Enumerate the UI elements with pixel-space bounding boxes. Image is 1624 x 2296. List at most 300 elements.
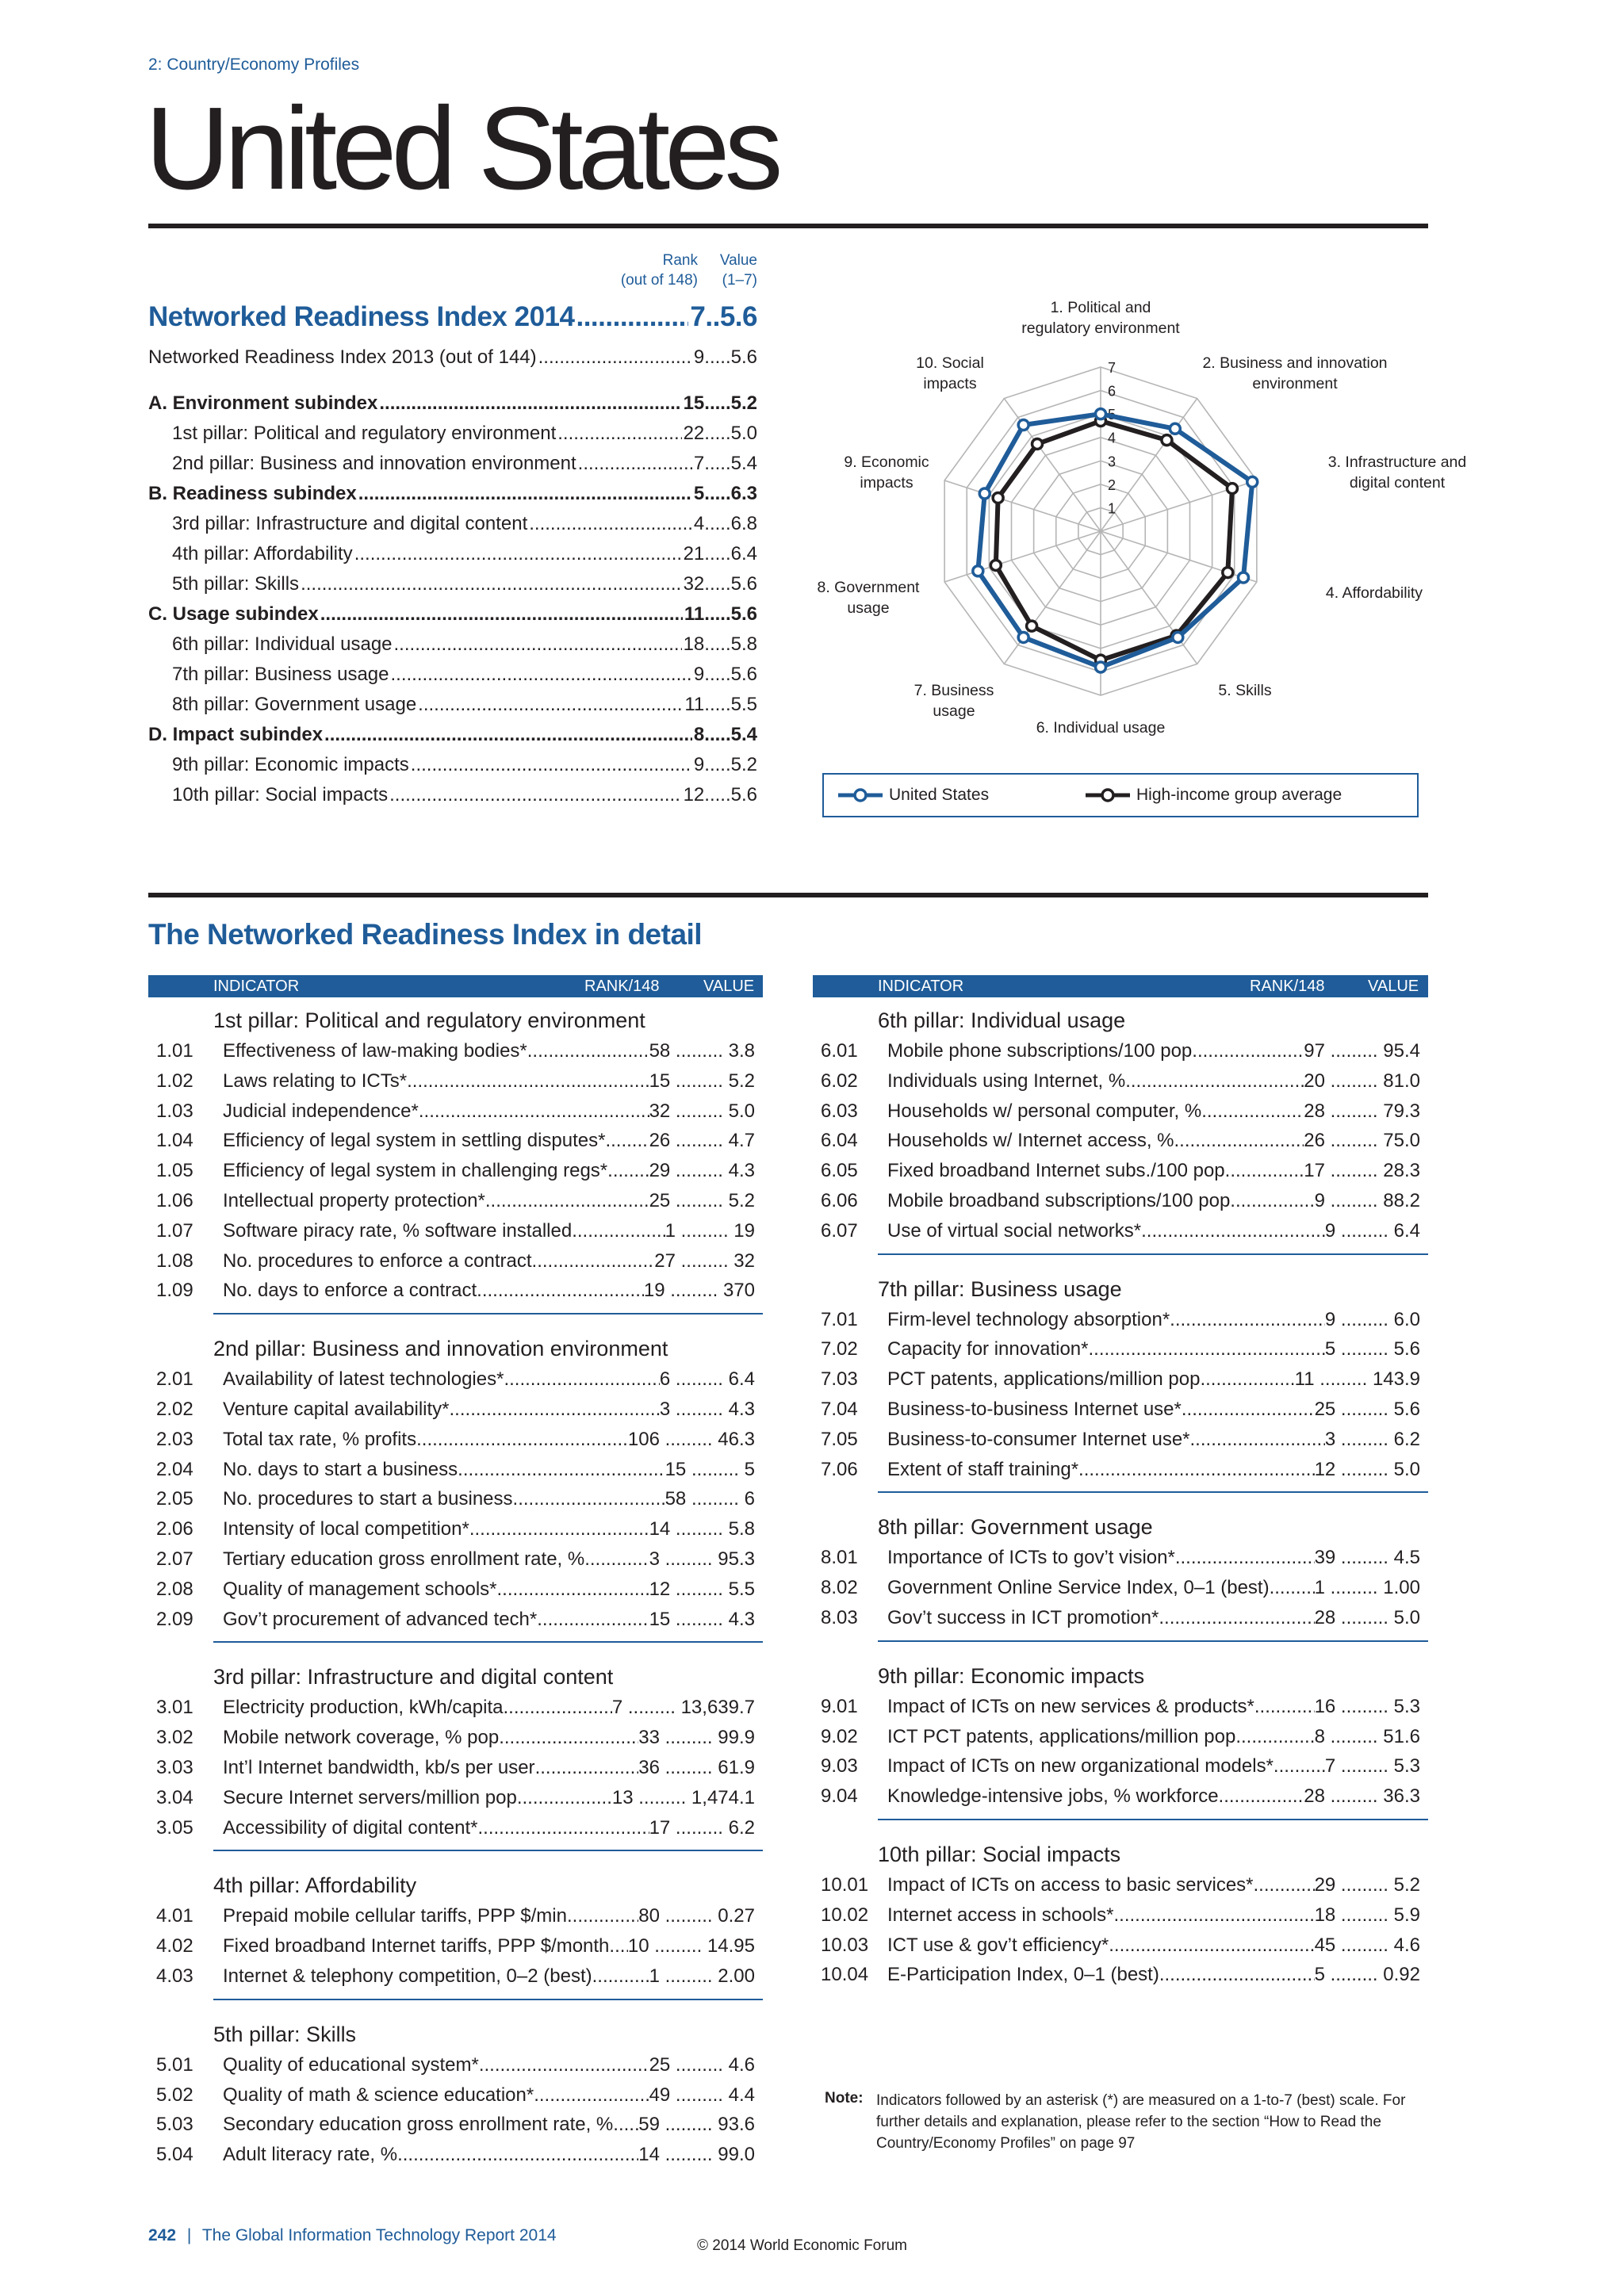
summary-row: [148, 664, 757, 694]
indicator-value: 0.92: [1383, 1964, 1420, 1986]
indicator-label: Internet access in schools*: [887, 1904, 1114, 1926]
indicator-rank: 19: [643, 1280, 665, 1302]
indicator-code: 5.02: [156, 2084, 193, 2106]
indicator-row: 2.09 Gov’t procurement of advanced tech* ..... 15 ......... 4.3: [156, 1609, 755, 1637]
summary-row: [148, 694, 757, 724]
indicator-code: 1.01: [156, 1040, 193, 1062]
indicator-rank: 7: [1324, 1755, 1336, 1777]
indicator-rank: 12: [649, 1578, 671, 1600]
indicator-code: 1.07: [156, 1219, 193, 1242]
indicator-label: Business-to-business Internet use*: [887, 1399, 1182, 1420]
note-label: Note:: [825, 2090, 864, 2107]
pillar-title: 9th pillar: Economic impacts: [878, 1663, 1145, 1688]
radar-point: [1170, 423, 1180, 434]
summary-rank: 5: [693, 483, 705, 504]
indicator-code: 5.04: [156, 2144, 193, 2166]
indicator-code: 2.07: [156, 1548, 193, 1570]
summary-value: 6.8: [730, 513, 757, 534]
pillar-divider: [213, 1999, 763, 2000]
summary-rank: 4: [693, 513, 705, 534]
indicator-rank: 25: [1314, 1399, 1336, 1420]
summary-row: [148, 754, 757, 784]
summary-label: 2nd pillar: Business and innovation environment: [172, 453, 576, 474]
indicator-label: Adult literacy rate, %: [223, 2144, 398, 2166]
indicator-code: 1.06: [156, 1190, 193, 1211]
summary-row: [148, 392, 757, 423]
indicator-rank: 17: [649, 1816, 671, 1839]
indicator-label: Quality of math & science education*: [223, 2084, 534, 2106]
radar-axis-label-line: usage: [847, 599, 890, 617]
radar-point: [1238, 572, 1248, 583]
legend-item-high-income: [1086, 786, 1342, 805]
indicator-rank: 7: [611, 1697, 623, 1719]
breadcrumb: 2: Country/Economy Profiles: [148, 55, 360, 74]
summary-rank: 21: [683, 543, 705, 564]
rank-header: [603, 251, 698, 290]
indicator-label: Mobile phone subscriptions/100 pop.: [887, 1040, 1197, 1062]
section-rule: [148, 893, 1428, 897]
radar-axis-label: [982, 297, 1220, 339]
indicator-row: 1.01 Effectiveness of law-making bodies* ..... 58 ......... 3.8: [156, 1040, 755, 1069]
summary-rank: 9: [693, 346, 705, 368]
table-header-indicator: INDICATOR: [878, 978, 964, 995]
indicator-label: Impact of ICTs on new organizational models*: [887, 1755, 1274, 1777]
indicator-value: 4.3: [728, 1608, 755, 1630]
indicator-label: Tertiary education gross enrollment rate, %: [223, 1548, 585, 1570]
indicator-row: 4.03 Internet & telephony competition, 0–2 (best) ..... 1 ......... 2.00: [156, 1965, 755, 1994]
indicator-label: Intensity of local competition*: [223, 1518, 469, 1540]
radar-axis-label: [1176, 353, 1414, 394]
indicator-row: 3.04 Secure Internet servers/million pop. ..... 13 ......... 1,474.1: [156, 1787, 755, 1816]
summary-row: [148, 633, 757, 664]
indicator-rank: 12: [1314, 1458, 1336, 1480]
indicator-row: 4.02 Fixed broadband Internet tariffs, PPP $/month ..... 10 ......... 14.95: [156, 1935, 755, 1964]
indicator-row: 6.03 Households w/ personal computer, % ..... 28 ......... 79.3: [821, 1100, 1420, 1129]
indicator-rank: 1: [665, 1219, 676, 1242]
indicator-code: 9.04: [821, 1785, 858, 1808]
indicator-row: 10.04 E-Participation Index, 0–1 (best) ..... 5 ......... 0.92: [821, 1964, 1420, 1992]
indicator-row: 2.08 Quality of management schools* ..... 12 ......... 5.5: [156, 1578, 755, 1607]
indicator-value: 99.9: [718, 1727, 755, 1749]
legend-marker-high-income: [1086, 787, 1130, 803]
indicator-rank: 28: [1304, 1100, 1325, 1122]
summary-value: 5.6: [730, 664, 757, 685]
indicator-code: 1.08: [156, 1249, 193, 1272]
summary-row: [148, 724, 757, 754]
radar-series-line: [978, 414, 1252, 667]
indicator-row: 1.04 Efficiency of legal system in settling disputes* ..... 26 ......... 4.7: [156, 1130, 755, 1158]
indicator-value: 5.2: [728, 1070, 755, 1092]
chart-legend: [822, 773, 1419, 817]
indicator-rank: 26: [649, 1130, 671, 1152]
indicator-code: 6.07: [821, 1219, 858, 1242]
indicator-rank: 106: [627, 1428, 660, 1450]
indicator-rank: 27: [654, 1249, 676, 1272]
legend-label-us: United States: [889, 786, 990, 804]
indicator-row: 7.01 Firm-level technology absorption* ..... 9 ......... 6.0: [821, 1309, 1420, 1337]
radar-point: [993, 492, 1003, 503]
indicator-value: 19: [733, 1219, 755, 1242]
indicator-code: 10.03: [821, 1934, 869, 1956]
indicator-rank: 49: [649, 2084, 671, 2106]
indicator-value: 1.00: [1383, 1577, 1420, 1599]
indicator-value: 61.9: [718, 1757, 755, 1778]
pillar-title: 10th pillar: Social impacts: [878, 1843, 1121, 1866]
indicator-value: 5.2: [1393, 1874, 1420, 1896]
indicator-code: 7.05: [821, 1428, 858, 1450]
indicator-code: 10.04: [821, 1964, 869, 1986]
summary-value: 5.6: [730, 346, 757, 368]
indicator-value: 13,639.7: [680, 1697, 755, 1719]
indicator-rank: 45: [1314, 1934, 1336, 1956]
indicator-value: 4.3: [728, 1399, 755, 1420]
rank-header-line2: (out of 148): [620, 272, 698, 289]
indicator-row: 9.01 Impact of ICTs on new services & products* ..... 16 ......... 5.3: [821, 1696, 1420, 1724]
summary-row: [148, 453, 757, 483]
indicator-label: PCT patents, applications/million pop.: [887, 1368, 1206, 1391]
indicator-label: ICT PCT patents, applications/million pop.: [887, 1725, 1242, 1747]
radar-point: [973, 566, 983, 576]
radar-axis-label: [768, 452, 1005, 493]
indicator-code: 1.05: [156, 1160, 193, 1182]
indicator-value: 36.3: [1383, 1785, 1420, 1808]
radar-point: [1096, 409, 1106, 419]
indicator-row: 7.02 Capacity for innovation* ..... 5 ......... 5.6: [821, 1338, 1420, 1367]
indicator-value: 4.6: [728, 2053, 755, 2076]
radar-point: [1162, 435, 1172, 446]
radar-scale-tick: 5: [1108, 407, 1116, 423]
pillar-divider: [213, 1313, 763, 1314]
radar-spoke: [944, 531, 1101, 582]
summary-label: Networked Readiness Index 2013 (out of 144): [148, 346, 537, 368]
indicator-row: 4.01 Prepaid mobile cellular tariffs, PPP $/min. ..... 80 ......... 0.27: [156, 1905, 755, 1934]
indicator-code: 2.03: [156, 1428, 193, 1450]
indicator-value: 5.0: [728, 1100, 755, 1122]
indicator-code: 3.04: [156, 1786, 193, 1808]
indicator-rank: 11: [1294, 1368, 1315, 1391]
summary-label: A. Environment subindex: [148, 392, 378, 414]
indicator-code: 4.03: [156, 1965, 193, 1987]
indicator-value: 51.6: [1383, 1725, 1420, 1747]
indicator-value: 6: [744, 1488, 755, 1510]
indicator-rank: 29: [649, 1160, 671, 1182]
indicator-rank: 14: [649, 1518, 671, 1540]
indicator-label: ICT use & gov’t efficiency*: [887, 1934, 1109, 1956]
indicator-value: 2.00: [718, 1965, 755, 1987]
radar-axis-label-line: 3. Infrastructure and: [1327, 453, 1467, 471]
radar-axis-label-line: impacts: [923, 375, 977, 392]
radar-scale-tick: 3: [1108, 453, 1116, 470]
indicator-row: 5.01 Quality of educational system* ..... 25 ......... 4.6: [156, 2054, 755, 2083]
indicator-code: 7.03: [821, 1368, 858, 1391]
indicator-code: 3.01: [156, 1697, 193, 1719]
pillar-title: 7th pillar: Business usage: [878, 1276, 1122, 1301]
indicator-code: 7.02: [821, 1338, 858, 1360]
indicator-row: 2.01 Availability of latest technologies* ..... 6 ......... 6.4: [156, 1368, 755, 1397]
indicator-rank: 25: [649, 2053, 671, 2076]
indicator-label: Fixed broadband Internet tariffs, PPP $/month: [223, 1935, 610, 1957]
summary-value: 5.2: [730, 392, 757, 414]
indicator-rank: 6: [659, 1368, 671, 1391]
summary-rank: 22: [683, 423, 705, 444]
indicator-label: Impact of ICTs on new services & products*: [887, 1695, 1254, 1717]
indicator-value: 32: [733, 1249, 755, 1272]
summary-rank: 8: [693, 724, 705, 745]
indicator-label: Gov’t procurement of advanced tech*: [223, 1608, 538, 1630]
indicator-value: 5.8: [728, 1518, 755, 1540]
indicator-value: 14.95: [707, 1935, 755, 1957]
summary-value: 5.6: [730, 784, 757, 806]
indicator-rank: 3: [659, 1399, 671, 1420]
summary-label: D. Impact subindex: [148, 724, 324, 745]
indicator-value: 5.5: [728, 1578, 755, 1600]
indicator-row: 5.04 Adult literacy rate, % ..... 14 ......... 99.0: [156, 2144, 755, 2172]
indicator-row: 3.01 Electricity production, kWh/capita ..... 7 ......... 13,639.7: [156, 1697, 755, 1725]
indicator-row: 1.05 Efficiency of legal system in challenging regs* ..... 29 ......... 4.3: [156, 1160, 755, 1188]
value-header-line2: (1–7): [722, 272, 757, 289]
indicator-row: 2.07 Tertiary education gross enrollment rate, % ..... 3 ......... 95.3: [156, 1548, 755, 1577]
indicator-code: 6.01: [821, 1040, 858, 1062]
radar-point: [1096, 662, 1106, 672]
indicator-value: 0.27: [718, 1905, 755, 1927]
indicator-value: 5.3: [1393, 1695, 1420, 1717]
summary-rank: 11: [684, 603, 705, 625]
indicator-row: 3.02 Mobile network coverage, % pop. ..... 33 ......... 99.9: [156, 1727, 755, 1755]
indicator-rank: 15: [649, 1070, 671, 1092]
indicator-row: 1.02 Laws relating to ICTs* ..... 15 ......... 5.2: [156, 1070, 755, 1099]
pillar-divider: [878, 1491, 1428, 1493]
indicator-value: 1,474.1: [691, 1786, 755, 1808]
indicator-code: 4.01: [156, 1905, 193, 1927]
indicator-code: 9.02: [821, 1725, 858, 1747]
indicator-code: 5.03: [156, 2114, 193, 2136]
indicator-code: 1.04: [156, 1130, 193, 1152]
radar-axis-label-line: 8. Government: [817, 579, 920, 596]
indicator-rank: 15: [649, 1608, 671, 1630]
indicator-label: Judicial independence*: [223, 1100, 419, 1122]
radar-axis-label-line: 10. Social: [916, 354, 984, 372]
pillar-title: 4th pillar: Affordability: [213, 1873, 417, 1898]
indicator-row: 5.02 Quality of math & science education* ..... 49 ......... 4.4: [156, 2084, 755, 2113]
indicator-value: 4.4: [728, 2084, 755, 2106]
indicator-value: 3.8: [728, 1040, 755, 1062]
indicator-rank: 10: [627, 1935, 649, 1957]
summary-value: 5.4: [730, 724, 757, 745]
radar-scale-tick: 7: [1108, 360, 1116, 376]
indicator-row: 7.04 Business-to-business Internet use* ..... 25 ......... 5.6: [821, 1399, 1420, 1427]
summary-value: 5.5: [730, 694, 757, 715]
indicator-value: 5.6: [1393, 1399, 1420, 1420]
indicator-value: 81.0: [1383, 1070, 1420, 1092]
nri-2014-value: 5.6: [719, 301, 757, 332]
indicator-label: Secondary education gross enrollment rate, %: [223, 2114, 614, 2136]
indicator-label: Mobile network coverage, % pop.: [223, 1727, 504, 1749]
indicator-code: 6.03: [821, 1100, 858, 1122]
indicator-code: 2.05: [156, 1488, 193, 1510]
summary-label: 3rd pillar: Infrastructure and digital content: [172, 513, 528, 534]
indicator-row: 10.02 Internet access in schools* ..... 18 ......... 5.9: [821, 1904, 1420, 1933]
summary-value: 5.2: [730, 754, 757, 775]
radar-axis-label-line: 5. Skills: [1218, 682, 1272, 699]
indicator-row: 6.01 Mobile phone subscriptions/100 pop. ..... 97 ......... 95.4: [821, 1040, 1420, 1069]
summary-row: [148, 603, 757, 633]
table-header-left: [148, 975, 763, 997]
indicator-code: 10.02: [821, 1904, 869, 1926]
summary-row: [148, 543, 757, 573]
indicator-value: 5.6: [1393, 1338, 1420, 1360]
indicator-label: Mobile broadband subscriptions/100 pop.: [887, 1190, 1235, 1211]
indicator-rank: 17: [1304, 1160, 1325, 1182]
indicator-rank: 80: [638, 1905, 660, 1927]
indicator-row: 9.03 Impact of ICTs on new organizational models* ..... 7 ......... 5.3: [821, 1755, 1420, 1784]
indicator-code: 7.01: [821, 1308, 858, 1330]
indicator-label: No. days to enforce a contract: [223, 1280, 477, 1302]
indicator-rank: 25: [649, 1190, 671, 1211]
indicator-label: Efficiency of legal system in settling disputes*: [223, 1130, 606, 1152]
indicator-label: Int’l Internet bandwidth, kb/s per user: [223, 1757, 535, 1778]
table-header-indicator: INDICATOR: [213, 978, 300, 995]
indicator-label: Intellectual property protection*: [223, 1190, 485, 1211]
indicator-label: Accessibility of digital content*: [223, 1816, 478, 1839]
indicator-row: 6.07 Use of virtual social networks* ..... 9 ......... 6.4: [821, 1220, 1420, 1249]
summary-value: 6.3: [730, 483, 757, 504]
indicator-rank: 13: [611, 1786, 634, 1808]
indicator-rank: 58: [649, 1040, 671, 1062]
summary-value: 5.4: [730, 453, 757, 474]
indicator-row: 1.09 No. days to enforce a contract ..... 19 ......... 370: [156, 1280, 755, 1308]
page-title: United States: [145, 83, 778, 214]
indicator-rank: 29: [1314, 1874, 1336, 1896]
indicator-label: Individuals using Internet, %: [887, 1070, 1126, 1092]
summary-label: 6th pillar: Individual usage: [172, 633, 393, 655]
radar-chart: [809, 285, 1467, 825]
pillar-title: 1st pillar: Political and regulatory environment: [213, 1008, 645, 1032]
legend-label-high-income: High-income group average: [1136, 786, 1342, 804]
summary-label: 5th pillar: Skills: [172, 573, 300, 595]
indicator-label: Firm-level technology absorption*: [887, 1308, 1170, 1330]
indicator-row: 2.06 Intensity of local competition* ..... 14 ......... 5.8: [156, 1518, 755, 1547]
indicator-label: Venture capital availability*: [223, 1399, 450, 1420]
indicator-row: 7.06 Extent of staff training* ..... 12 ......... 5.0: [821, 1459, 1420, 1487]
indicator-code: 3.05: [156, 1816, 193, 1839]
indicator-label: Impact of ICTs on access to basic services*: [887, 1874, 1254, 1896]
indicator-label: Effectiveness of law-making bodies*: [223, 1040, 527, 1062]
indicator-rank: 5: [1314, 1964, 1325, 1986]
indicator-row: 6.04 Households w/ Internet access, % ..... 26 ......... 75.0: [821, 1130, 1420, 1158]
indicator-label: Fixed broadband Internet subs./100 pop.: [887, 1160, 1231, 1182]
note-text: Indicators followed by an asterisk (*) are measured on a 1-to-7 (best) scale. For further details and explanation, please refer to the section “How to Read the Country/Economy Profiles” on page 97: [876, 2092, 1406, 2152]
pillar-divider: [213, 1850, 763, 1851]
radar-axis-label-line: 6. Individual usage: [1036, 719, 1166, 737]
legend-item-us: [838, 786, 989, 805]
indicator-code: 6.05: [821, 1160, 858, 1182]
radar-point: [1223, 568, 1233, 578]
indicator-label: Prepaid mobile cellular tariffs, PPP $/min.: [223, 1905, 573, 1927]
summary-rank: 32: [683, 573, 705, 595]
indicator-label: Extent of staff training*: [887, 1458, 1079, 1480]
pillar-divider: [878, 1253, 1428, 1255]
rank-header-line1: Rank: [662, 252, 698, 269]
radar-point: [990, 560, 1001, 570]
radar-point: [1027, 621, 1037, 631]
indicator-label: No. procedures to start a business: [223, 1488, 513, 1510]
indicator-rank: 58: [665, 1488, 687, 1510]
indicator-code: 1.03: [156, 1100, 193, 1122]
indicator-value: 5.0: [1393, 1607, 1420, 1628]
section-title: The Networked Readiness Index in detail: [148, 918, 703, 951]
radar-axis-label: [1278, 452, 1516, 493]
footer-separator: |: [186, 2226, 192, 2244]
title-rule: [148, 224, 1428, 228]
radar-axis-label-line: regulatory environment: [1021, 320, 1180, 337]
summary-rank: 11: [684, 694, 705, 715]
radar-axis-label-line: 1. Political and: [1050, 299, 1151, 316]
radar-point: [1173, 632, 1183, 642]
summary-rank: 9: [693, 664, 705, 685]
radar-point: [1018, 632, 1028, 642]
indicator-rank: 9: [1324, 1308, 1336, 1330]
indicator-label: Secure Internet servers/million pop.: [223, 1786, 523, 1808]
indicator-label: Business-to-consumer Internet use*: [887, 1428, 1190, 1450]
indicator-code: 8.01: [821, 1547, 858, 1569]
indicator-code: 3.03: [156, 1757, 193, 1778]
summary-rank: 15: [683, 392, 705, 414]
indicator-row: 1.08 No. procedures to enforce a contract ..... 27 ......... 32: [156, 1250, 755, 1279]
indicator-row: 1.07 Software piracy rate, % software installed ..... 1 ......... 19: [156, 1220, 755, 1249]
indicator-rank: 97: [1304, 1040, 1325, 1062]
radar-axis-label-line: usage: [933, 702, 975, 720]
radar-axis-label-line: impacts: [860, 474, 914, 492]
indicator-row: 8.02 Government Online Service Index, 0–1 (best) ..... 1 ......... 1.00: [821, 1577, 1420, 1605]
indicator-code: 7.04: [821, 1399, 858, 1420]
indicator-rank: 8: [1314, 1725, 1325, 1747]
indicator-code: 9.01: [821, 1695, 858, 1717]
indicator-label: Knowledge-intensive jobs, % workforce: [887, 1785, 1219, 1808]
nri-2014-label: Networked Readiness Index 2014: [148, 301, 575, 332]
indicator-rank: 9: [1314, 1190, 1325, 1211]
indicator-rank: 33: [638, 1727, 660, 1749]
pillar-divider: [213, 1641, 763, 1643]
indicator-label: Availability of latest technologies*: [223, 1368, 504, 1391]
indicator-rank: 5: [1324, 1338, 1336, 1360]
indicator-row: 6.05 Fixed broadband Internet subs./100 pop. ..... 17 ......... 28.3: [821, 1160, 1420, 1188]
summary-label: C. Usage subindex: [148, 603, 319, 625]
indicator-label: No. procedures to enforce a contract: [223, 1249, 532, 1272]
indicator-label: Internet & telephony competition, 0–2 (best): [223, 1965, 592, 1987]
indicator-rank: 28: [1314, 1607, 1336, 1628]
summary-rank: 7: [693, 453, 705, 474]
indicator-value: 6.0: [1393, 1308, 1420, 1330]
summary-row: [148, 784, 757, 814]
indicator-row: 8.03 Gov’t success in ICT promotion* ..... 28 ......... 5.0: [821, 1607, 1420, 1636]
radar-axis-label-line: 4. Affordability: [1325, 584, 1423, 602]
radar-axis-label-line: 2. Business and innovation: [1202, 354, 1388, 372]
indicator-rank: 36: [638, 1757, 660, 1778]
indicator-value: 143.9: [1372, 1368, 1420, 1391]
indicator-code: 5.01: [156, 2053, 193, 2076]
indicator-rank: 1: [1314, 1577, 1325, 1599]
indicator-row: 2.03 Total tax rate, % profits ..... 106 ......... 46.3: [156, 1429, 755, 1457]
summary-value: 5.6: [730, 573, 757, 595]
page-number: 242: [148, 2226, 177, 2244]
radar-axis-label: [835, 680, 1073, 721]
indicator-value: 5.3: [1393, 1755, 1420, 1777]
indicator-label: Software piracy rate, % software installed: [223, 1219, 573, 1242]
table-header-rank: RANK/148: [584, 978, 660, 995]
indicator-value: 88.2: [1383, 1190, 1420, 1211]
indicator-value: 5: [744, 1458, 755, 1480]
radar-axis-label: [1255, 583, 1493, 603]
